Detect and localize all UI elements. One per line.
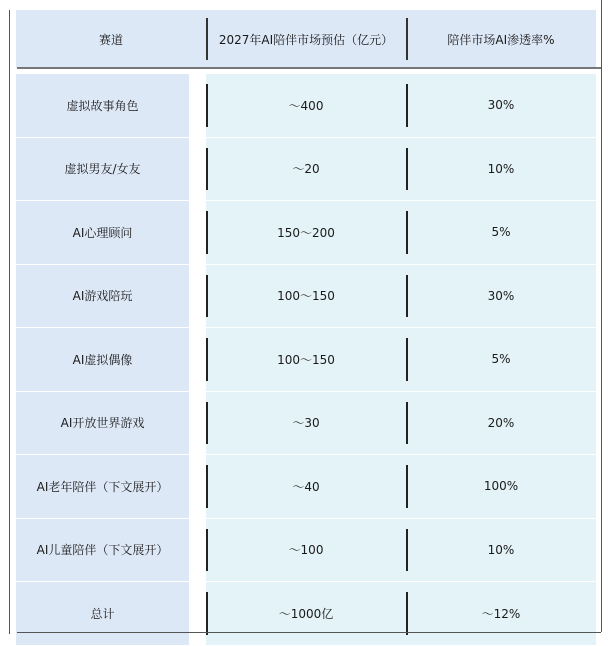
track-value: AI虚拟偶像 xyxy=(72,352,133,367)
penetration-value: 5% xyxy=(491,352,511,367)
table-row xyxy=(16,138,596,202)
market-value: 100～150 xyxy=(277,289,335,304)
penetration-value: 30% xyxy=(487,288,515,303)
column-separator xyxy=(206,338,208,381)
header-row xyxy=(16,10,596,68)
penetration-value: 5% xyxy=(491,225,511,240)
column-separator xyxy=(406,402,408,445)
track-value: AI心理顾问 xyxy=(72,225,133,240)
header-cell-penetration xyxy=(406,10,596,68)
market-cell xyxy=(206,455,406,519)
column-separator xyxy=(206,18,208,60)
penetration-value: ～12% xyxy=(481,606,521,621)
column-separator xyxy=(206,465,208,508)
penetration-cell xyxy=(406,392,596,456)
column-separator xyxy=(406,338,408,381)
market-value: ～100 xyxy=(288,543,324,558)
penetration-value: 20% xyxy=(487,415,515,430)
penetration-cell xyxy=(406,582,596,646)
column-separator xyxy=(406,148,408,191)
column-separator xyxy=(406,275,408,318)
track-cell xyxy=(16,328,206,392)
penetration-cell xyxy=(406,74,596,138)
column-separator xyxy=(406,529,408,572)
frame-right-line xyxy=(601,0,602,632)
header-underline xyxy=(17,67,601,69)
table-row xyxy=(16,392,596,456)
column-separator xyxy=(406,465,408,508)
header-cell-track xyxy=(16,10,206,68)
penetration-value: 30% xyxy=(487,98,515,113)
track-cell xyxy=(16,392,206,456)
track-cell xyxy=(16,201,206,265)
market-table xyxy=(16,10,596,646)
header-label: 陪伴市场AI渗透率% xyxy=(447,32,555,47)
market-value: ～400 xyxy=(288,98,324,113)
track-value: AI老年陪伴（下文展开） xyxy=(36,479,169,494)
market-cell xyxy=(206,201,406,265)
table-row xyxy=(16,201,596,265)
penetration-value: 10% xyxy=(487,542,515,557)
track-cell xyxy=(16,138,206,202)
track-cell xyxy=(16,74,206,138)
track-value: 虚拟男友/女友 xyxy=(64,162,141,177)
penetration-cell xyxy=(406,328,596,392)
table-row xyxy=(16,519,596,583)
market-cell xyxy=(206,74,406,138)
column-separator xyxy=(406,592,408,635)
column-separator xyxy=(206,592,208,635)
header-cell-market xyxy=(206,10,406,68)
penetration-cell xyxy=(406,455,596,519)
penetration-cell xyxy=(406,519,596,583)
market-value: ～1000亿 xyxy=(278,606,334,621)
table-row xyxy=(16,455,596,519)
column-separator xyxy=(206,211,208,254)
table-bottom-line xyxy=(17,632,601,633)
market-value: 100～150 xyxy=(277,352,335,367)
table-row xyxy=(16,265,596,329)
column-separator xyxy=(206,84,208,127)
column-separator xyxy=(406,211,408,254)
track-cell xyxy=(16,582,206,646)
market-cell xyxy=(206,138,406,202)
track-value: 总计 xyxy=(90,606,115,621)
market-cell xyxy=(206,392,406,456)
column-separator xyxy=(206,402,208,445)
column-separator xyxy=(206,275,208,318)
penetration-value: 100% xyxy=(483,479,519,494)
column-separator xyxy=(406,18,408,60)
market-value: ～30 xyxy=(292,416,320,431)
market-cell xyxy=(206,328,406,392)
penetration-cell xyxy=(406,265,596,329)
market-cell xyxy=(206,582,406,646)
track-cell xyxy=(16,519,206,583)
market-value: ～20 xyxy=(292,162,320,177)
track-value: AI游戏陪玩 xyxy=(72,289,133,304)
track-value: 虚拟故事角色 xyxy=(66,98,139,113)
penetration-value: 10% xyxy=(487,161,515,176)
table-row xyxy=(16,74,596,138)
table-row xyxy=(16,582,596,646)
column-separator xyxy=(206,529,208,572)
column-separator xyxy=(406,84,408,127)
market-value: 150～200 xyxy=(277,225,335,240)
table-row xyxy=(16,328,596,392)
track-cell xyxy=(16,265,206,329)
market-cell xyxy=(206,265,406,329)
column-separator xyxy=(206,148,208,191)
track-value: AI儿童陪伴（下文展开） xyxy=(36,543,169,558)
market-value: ～40 xyxy=(292,479,320,494)
track-value: AI开放世界游戏 xyxy=(60,416,145,431)
track-cell xyxy=(16,455,206,519)
frame-left-line xyxy=(9,10,10,634)
header-label: 2027年AI陪伴市场预估（亿元） xyxy=(218,32,394,47)
header-label: 赛道 xyxy=(98,32,123,47)
penetration-cell xyxy=(406,138,596,202)
market-cell xyxy=(206,519,406,583)
penetration-cell xyxy=(406,201,596,265)
